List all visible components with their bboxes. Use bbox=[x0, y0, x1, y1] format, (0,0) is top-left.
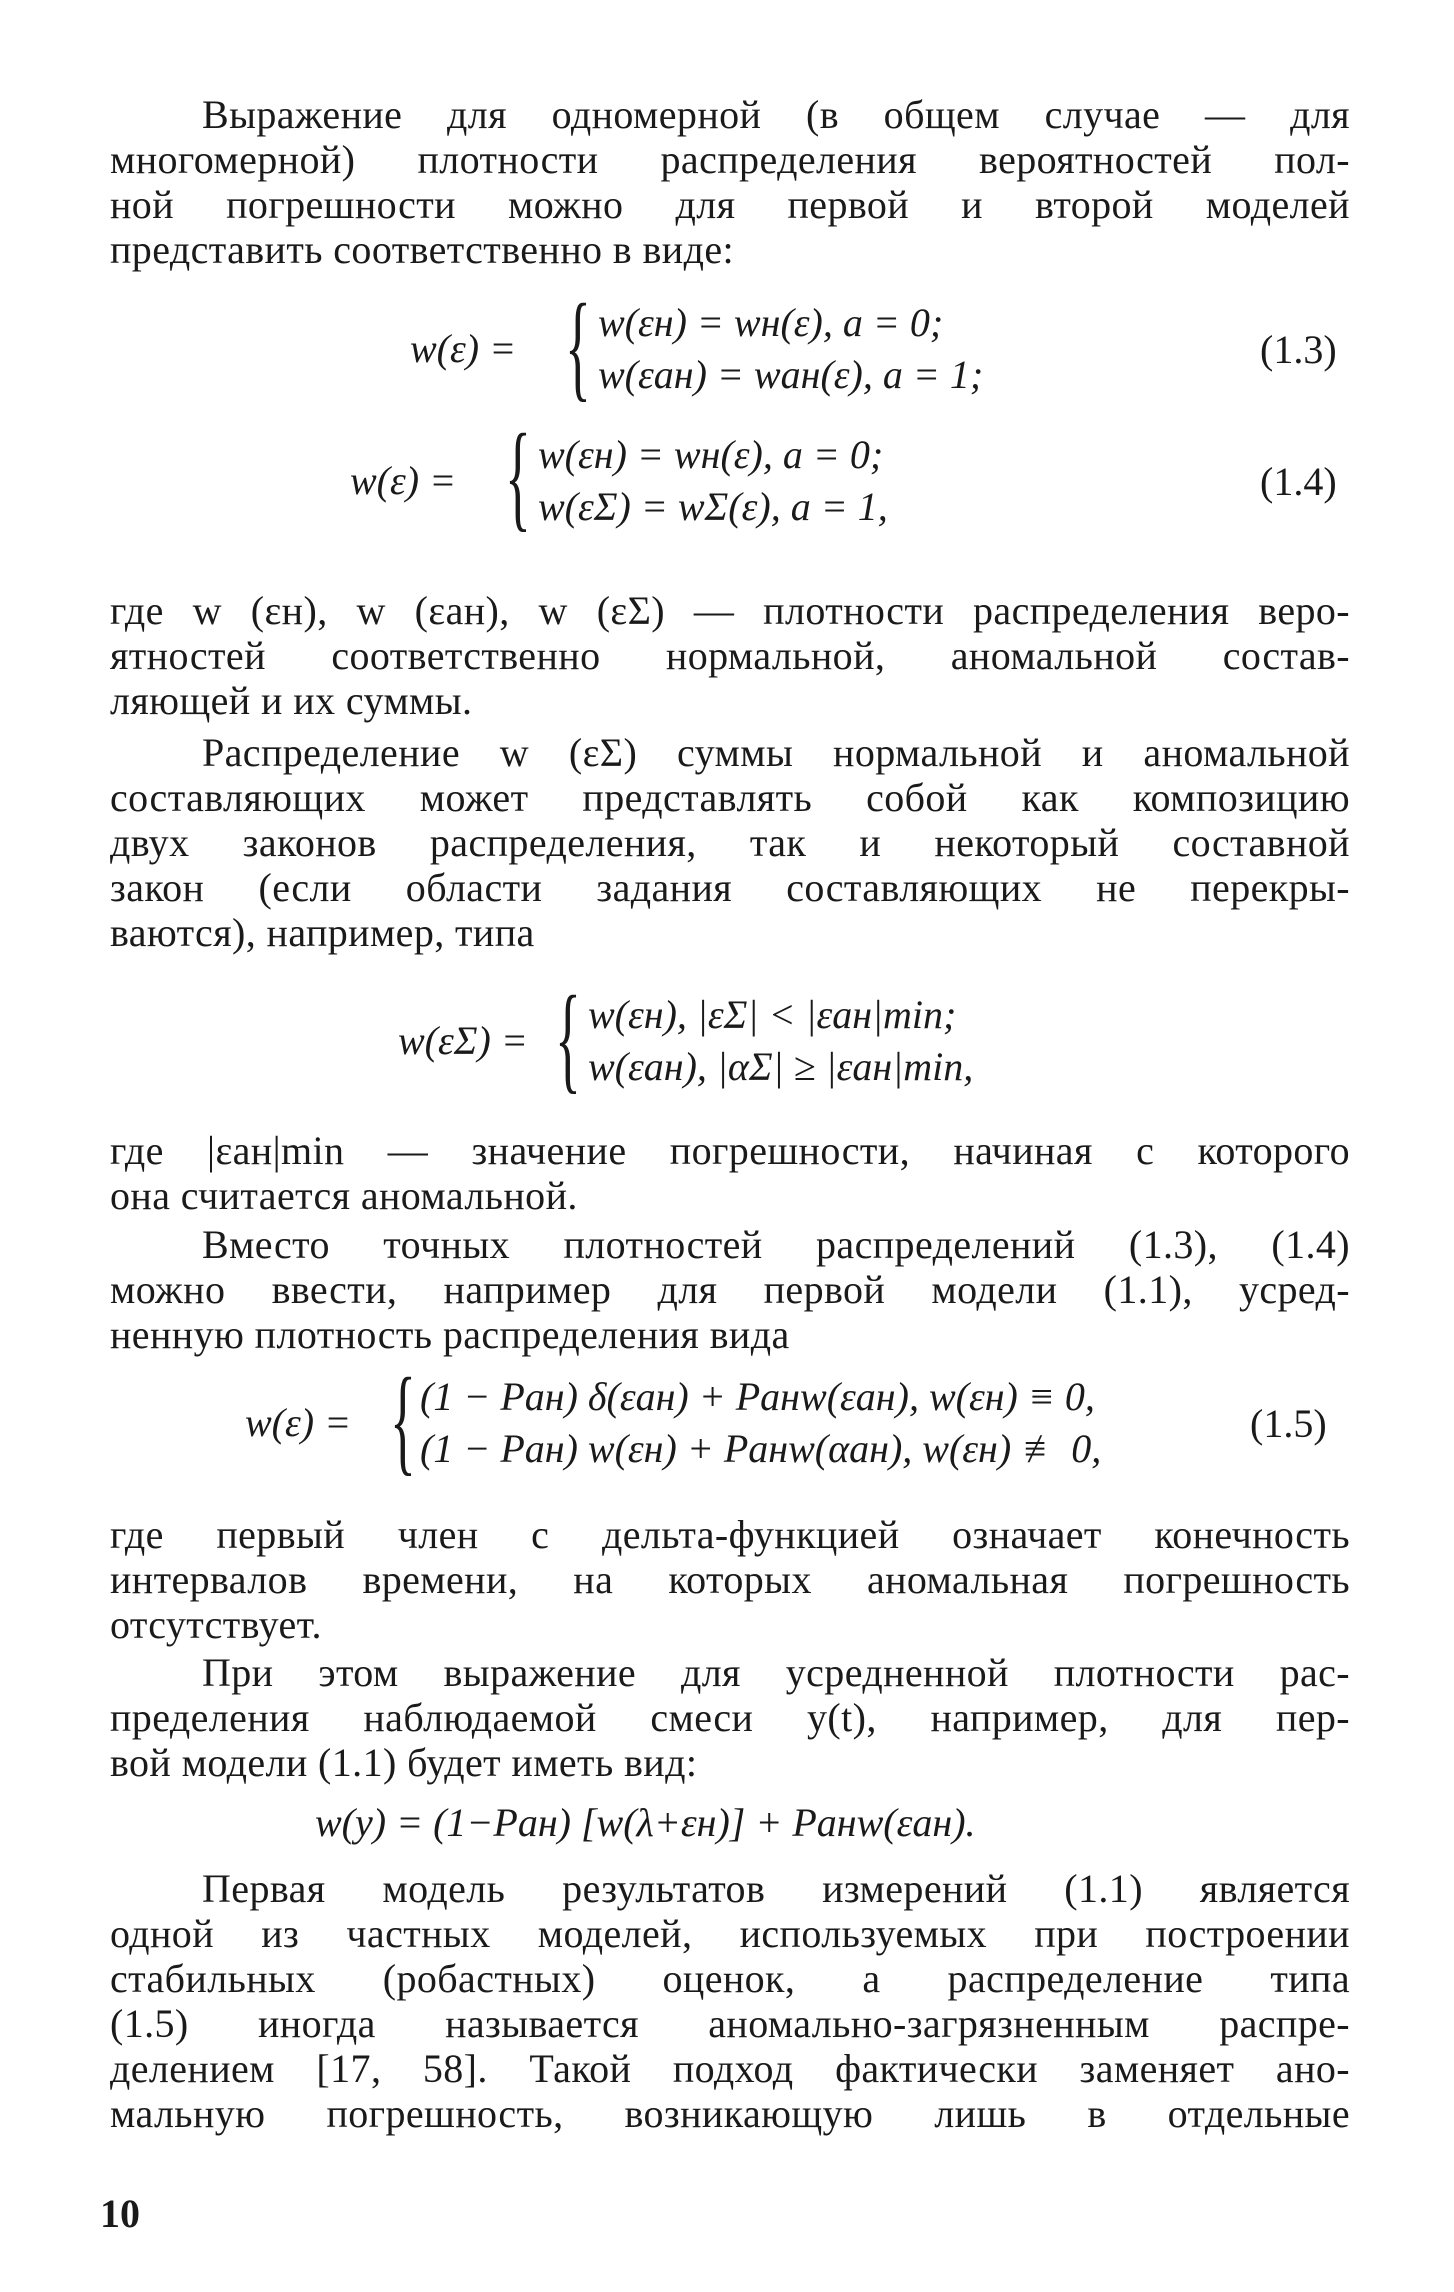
text-line: где первый член с дельта-функцией означает конечность bbox=[110, 1512, 1350, 1557]
text-line: При этом выражение для усредненной плотности рас- bbox=[202, 1650, 1350, 1695]
eq-sum-lhs: w(εΣ) = bbox=[398, 1018, 528, 1063]
text-line: стабильных (робастных) оценок, а распределение типа bbox=[110, 1956, 1350, 2001]
paragraph-1 bbox=[110, 92, 1350, 272]
text-line: Вместо точных плотностей распределений (1.3), (1.4) bbox=[202, 1222, 1350, 1267]
eq-sum-line-1: w(εн), |εΣ| < |εан|min; bbox=[588, 992, 957, 1037]
paragraph-8 bbox=[110, 1866, 1350, 2136]
text-line: вой модели (1.1) будет иметь вид: bbox=[110, 1740, 698, 1785]
text-line: она считается аномальной. bbox=[110, 1173, 578, 1218]
text-line: Первая модель результатов измерений (1.1) является bbox=[202, 1866, 1350, 1911]
text-line: двух законов распределения, так и некоторый составной bbox=[110, 820, 1350, 865]
eq-1-3-number: (1.3) bbox=[1260, 327, 1337, 372]
text-line: где |εан|min — значение погрешности, начиная с которого bbox=[110, 1128, 1350, 1173]
text-line: Распределение w (εΣ) суммы нормальной и аномальной bbox=[202, 730, 1350, 775]
text-line: интервалов времени, на которых аномальная погрешность bbox=[110, 1557, 1350, 1602]
eq-sum-line-2: w(εан), |αΣ| ≥ |εан|min, bbox=[588, 1044, 974, 1089]
eq-1-4-lhs: w(ε) = bbox=[350, 458, 457, 503]
text-line: Выражение для одномерной (в общем случае — для bbox=[202, 92, 1350, 137]
text-line: составляющих может представлять собой как композицию bbox=[110, 775, 1350, 820]
text-line: делением [17, 58]. Такой подход фактически заменяет ано- bbox=[110, 2046, 1350, 2091]
eq-1-3-line-1: w(εн) = wн(ε), a = 0; bbox=[598, 300, 944, 345]
text-line: отсутствует. bbox=[110, 1602, 322, 1647]
eq-1-5-line-1: (1 − Pан) δ(εан) + Pанw(εан), w(εн) ≡ 0, bbox=[420, 1374, 1095, 1419]
page-number: 10 bbox=[100, 2191, 140, 2236]
eq-1-5-line-2: (1 − Pан) w(εн) + Pанw(αан), w(εн) ≢ 0, bbox=[420, 1426, 1102, 1471]
eq-1-5-number: (1.5) bbox=[1250, 1401, 1327, 1446]
eq-1-4-line-2: w(εΣ) = wΣ(ε), a = 1, bbox=[538, 484, 888, 529]
eq-1-4-number: (1.4) bbox=[1260, 459, 1337, 504]
text-line: одной из частных моделей, используемых при построении bbox=[110, 1911, 1350, 1956]
paragraph-6 bbox=[110, 1512, 1350, 1647]
text-line: (1.5) иногда называется аномально-загрязненным распре- bbox=[110, 2001, 1350, 2046]
text-line: ваются), например, типа bbox=[110, 910, 535, 955]
text-line: представить соответственно в виде: bbox=[110, 227, 735, 272]
text-line: ляющей и их суммы. bbox=[110, 678, 473, 723]
text-line: можно ввести, например для первой модели (1.1), усред- bbox=[110, 1267, 1350, 1312]
text-line: закон (если области задания составляющих не перекры- bbox=[110, 865, 1350, 910]
eq-1-5-brace: { bbox=[390, 1353, 416, 1486]
paragraph-5 bbox=[110, 1222, 1350, 1357]
text-line: ненную плотность распределения вида bbox=[110, 1312, 790, 1357]
text-line: многомерной) плотности распределения вероятностей пол- bbox=[110, 137, 1350, 182]
eq-sum-brace: { bbox=[555, 971, 581, 1104]
eq-1-3-lhs: w(ε) = bbox=[410, 326, 517, 371]
eq-1-4-brace: { bbox=[505, 409, 531, 542]
eq-y: w(y) = (1−Pан) [w(λ+εн)] + Pанw(εан). bbox=[315, 1800, 976, 1845]
eq-1-3-brace: { bbox=[565, 279, 591, 412]
eq-1-3-line-2: w(εан) = wан(ε), a = 1; bbox=[598, 352, 984, 397]
paragraph-3 bbox=[110, 730, 1350, 955]
text-line: ной погрешности можно для первой и второй моделей bbox=[110, 182, 1350, 227]
text-line: пределения наблюдаемой смеси y(t), например, для пер- bbox=[110, 1695, 1350, 1740]
text-line: мальную погрешность, возникающую лишь в отдельные bbox=[110, 2091, 1350, 2136]
paragraph-2 bbox=[110, 588, 1350, 723]
text-line: где w (εн), w (εан), w (εΣ) — плотности распределения веро- bbox=[110, 588, 1350, 633]
paragraph-7 bbox=[110, 1650, 1350, 1785]
eq-1-4-line-1: w(εн) = wн(ε), a = 0; bbox=[538, 432, 884, 477]
eq-1-5-lhs: w(ε) = bbox=[245, 1400, 352, 1445]
text-line: ятностей соответственно нормальной, аномальной состав- bbox=[110, 633, 1350, 678]
paragraph-4 bbox=[110, 1128, 1350, 1218]
